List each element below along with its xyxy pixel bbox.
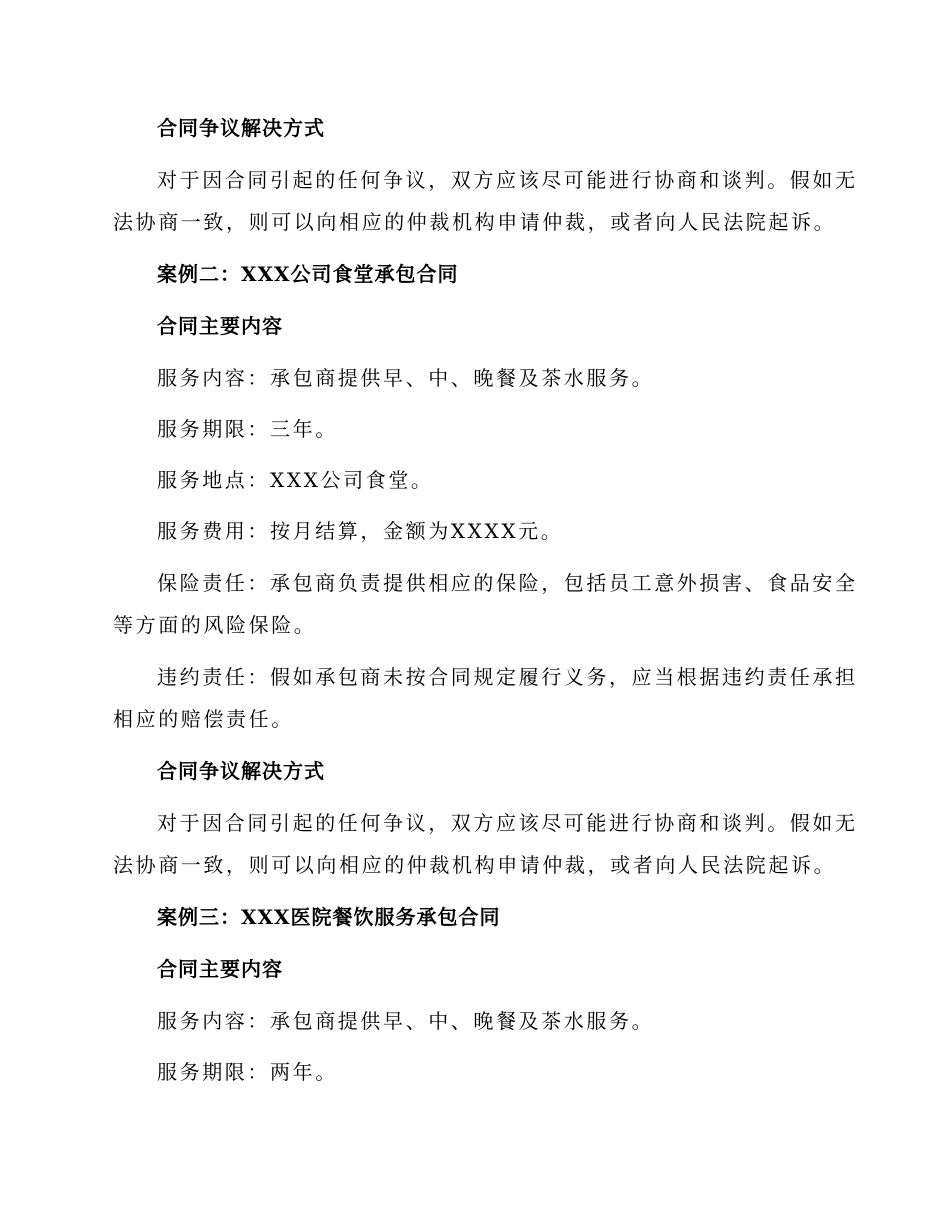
case2-service-location: 服务地点：XXX公司食堂。 [157, 468, 434, 492]
case2-insurance-line1: 保险责任：承包商负责提供相应的保险，包括员工意外损害、食品安全 [157, 571, 858, 595]
case2-dispute-text-line1: 对于因合同引起的任何争议，双方应该尽可能进行协商和谈判。假如无 [157, 811, 858, 835]
case2-dispute-text-line2: 法协商一致，则可以向相应的仲裁机构申请仲裁，或者向人民法院起诉。 [113, 853, 837, 877]
case2-content-heading: 合同主要内容 [157, 314, 283, 338]
case2-breach-line1: 违约责任：假如承包商未按合同规定履行义务，应当根据违约责任承担 [157, 665, 858, 689]
dispute-text-line2: 法协商一致，则可以向相应的仲裁机构申请仲裁，或者向人民法院起诉。 [113, 210, 837, 234]
case3-service-term: 服务期限：两年。 [157, 1060, 338, 1084]
case2-breach-line2: 相应的赔偿责任。 [113, 707, 294, 731]
dispute-text-line1: 对于因合同引起的任何争议，双方应该尽可能进行协商和谈判。假如无 [157, 168, 858, 192]
case3-title: 案例三：XXX医院餐饮服务承包合同 [157, 905, 501, 929]
case3-service-content: 服务内容：承包商提供早、中、晚餐及茶水服务。 [157, 1009, 655, 1033]
case2-service-content: 服务内容：承包商提供早、中、晚餐及茶水服务。 [157, 366, 655, 390]
case3-content-heading: 合同主要内容 [157, 957, 283, 981]
case2-service-term: 服务期限：三年。 [157, 417, 338, 441]
case2-title: 案例二：XXX公司食堂承包合同 [157, 262, 459, 286]
case2-service-fee: 服务费用：按月结算，金额为XXXX元。 [157, 519, 564, 543]
dispute-heading: 合同争议解决方式 [157, 116, 325, 140]
case2-insurance-line2: 等方面的风险保险。 [113, 613, 317, 637]
case2-dispute-heading: 合同争议解决方式 [157, 759, 325, 783]
